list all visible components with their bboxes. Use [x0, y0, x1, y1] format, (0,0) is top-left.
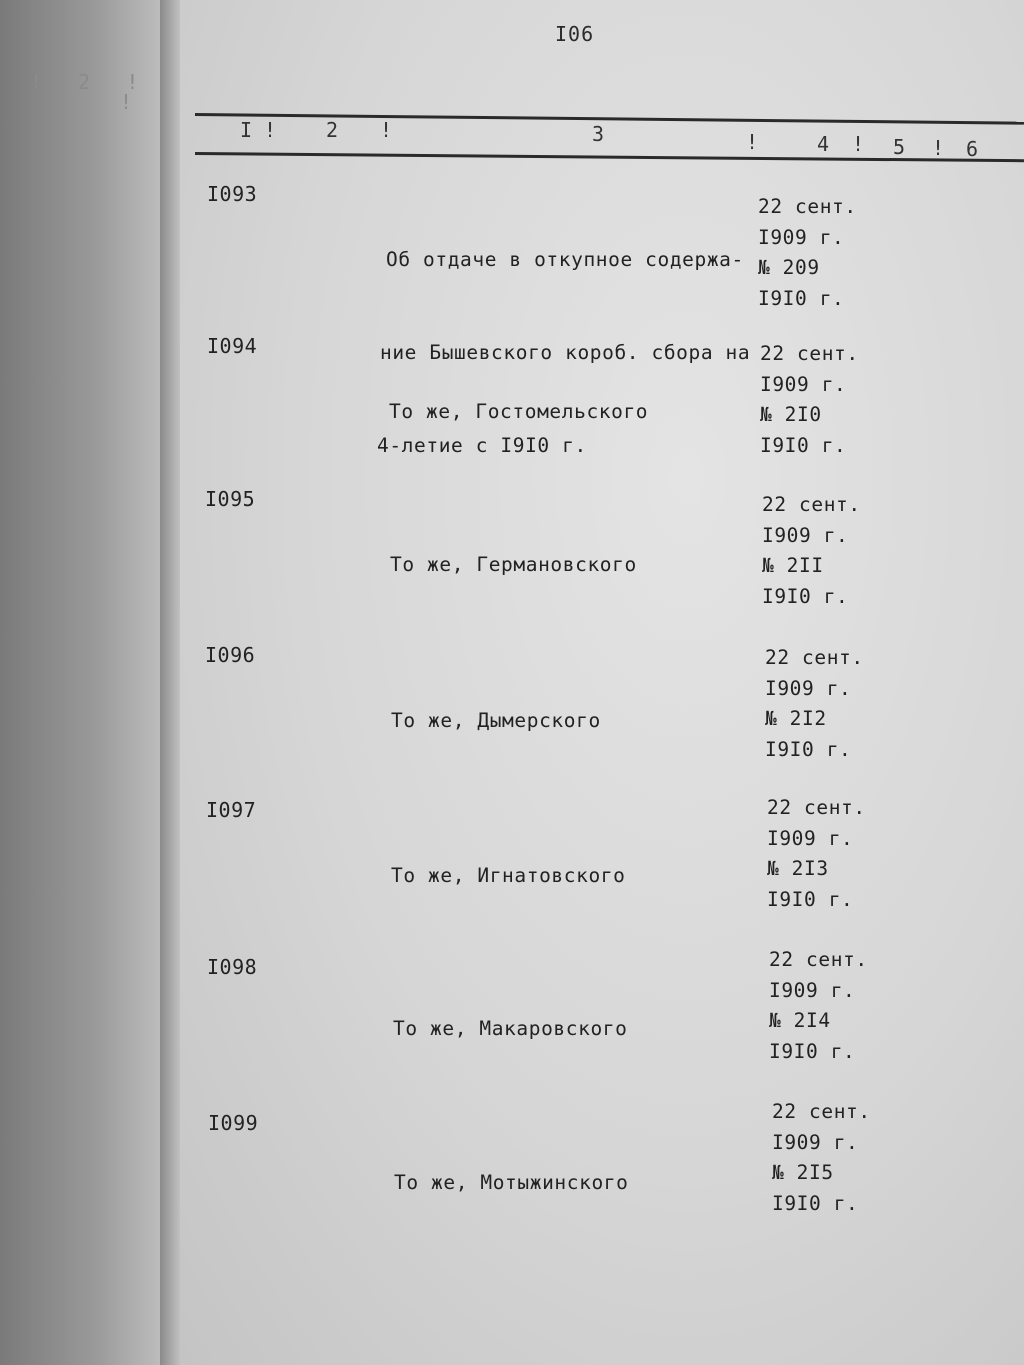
entry-doc-number: № 2I2 [765, 707, 827, 730]
entry-year: I909 г. [760, 372, 847, 396]
entry-date: 22 сент. [769, 948, 868, 971]
header-col-2: 2 [326, 118, 339, 142]
entry-number: I095 [205, 487, 256, 511]
header-separator: ! [264, 118, 277, 142]
entry-dates [769, 945, 868, 1067]
entry-number: I098 [207, 955, 258, 979]
entry-title-line: 4-летие с I9I0 г. [377, 434, 587, 457]
header-col-5: 5 [893, 135, 906, 159]
entry-dates [767, 793, 866, 915]
entry-title-line: То же, Дымерского [391, 709, 601, 732]
entry-date: 22 сент. [772, 1100, 871, 1123]
entry-date: 22 сент. [762, 493, 861, 516]
entry-date: 22 сент. [760, 342, 859, 365]
entry-title [391, 798, 625, 953]
entry-period: I9I0 г. [760, 433, 847, 457]
facing-page [0, 0, 175, 1365]
header-col-1: I [240, 118, 253, 142]
entry-number: I099 [208, 1111, 259, 1135]
entry-year: I909 г. [762, 523, 849, 547]
entry-dates [772, 1097, 871, 1219]
entry-title [389, 334, 648, 489]
page-number: I06 [555, 22, 595, 46]
entry-period: I9I0 г. [762, 584, 849, 608]
entry-year: I909 г. [769, 978, 856, 1002]
entry-date: 22 сент. [767, 796, 866, 819]
entry-year: I909 г. [758, 225, 845, 249]
entry-dates [762, 490, 861, 612]
header-col-3: 3 [592, 122, 605, 146]
entry-number: I093 [207, 182, 258, 206]
entry-title [393, 951, 627, 1106]
entry-period: I9I0 г. [767, 887, 854, 911]
entry-period: I9I0 г. [769, 1039, 856, 1063]
entry-doc-number: № 209 [758, 256, 820, 279]
entry-title-line: То же, Германовского [390, 553, 637, 576]
entry-period: I9I0 г. [772, 1191, 859, 1215]
header-separator: ! [932, 136, 945, 160]
entry-period: I9I0 г. [765, 737, 852, 761]
entry-title-line: То же, Игнатовского [391, 864, 626, 887]
entry-dates [758, 192, 857, 314]
entry-dates [765, 643, 864, 765]
entry-doc-number: № 2I3 [767, 857, 829, 880]
entry-title-line: Об отдаче в откупное содержа- [386, 248, 744, 271]
header-separator: ! [746, 130, 759, 154]
facing-page-bleed: ! 2 ! [30, 70, 139, 94]
entry-date: 22 сент. [758, 195, 857, 218]
entry-number: I096 [205, 643, 256, 667]
entry-number: I097 [206, 798, 257, 822]
entry-doc-number: № 2I4 [769, 1009, 831, 1032]
entry-title-line: То же, Мотыжинского [394, 1171, 629, 1194]
entry-period: I9I0 г. [758, 286, 845, 310]
entry-title [394, 1105, 628, 1260]
entry-doc-number: № 2I0 [760, 403, 822, 426]
header-col-4: 4 [817, 132, 830, 156]
entry-doc-number: № 2II [762, 554, 824, 577]
entry-year: I909 г. [765, 676, 852, 700]
facing-page-bleed: ! [120, 90, 133, 114]
entry-doc-number: № 2I5 [772, 1161, 834, 1184]
header-separator: ! [380, 118, 393, 142]
entry-date: 22 сент. [765, 646, 864, 669]
entry-title-line: ние Бышевского короб. сбора на [380, 341, 751, 364]
entry-title-line: То же, Гостомельского [389, 400, 649, 423]
entry-year: I909 г. [767, 826, 854, 850]
header-separator: ! [852, 132, 865, 156]
entry-title [390, 487, 637, 642]
header-col-6: 6 [966, 137, 979, 161]
entry-number: I094 [207, 334, 258, 358]
entry-title [391, 643, 601, 798]
entry-title-line: То же, Макаровского [393, 1017, 628, 1040]
entry-year: I909 г. [772, 1130, 859, 1154]
entry-dates [760, 339, 859, 461]
